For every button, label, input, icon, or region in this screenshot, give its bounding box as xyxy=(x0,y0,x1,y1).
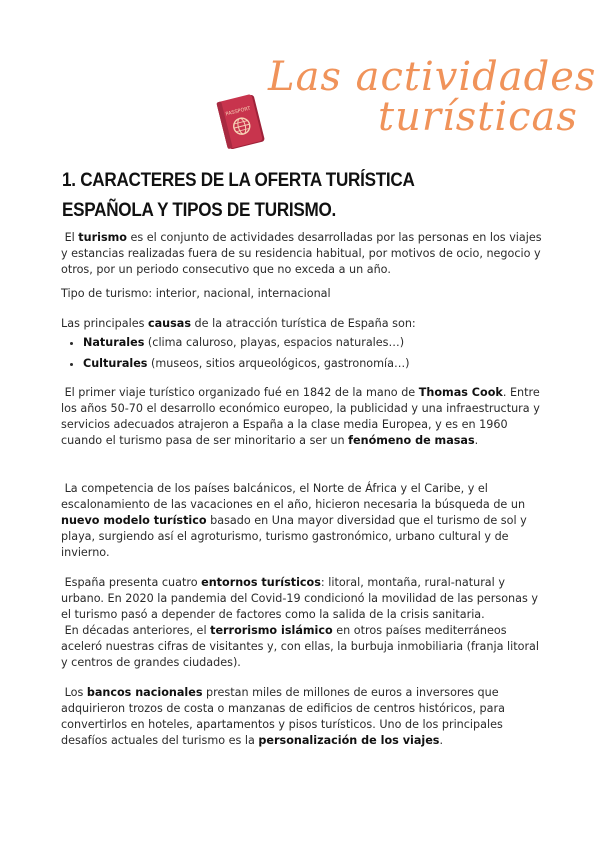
paragraph-entornos: España presenta cuatro entornos turísticos: litoral, montaña, rural-natural y urbano. En 2020 la pandemia del Covid-19 condicionó la movilidad de las personas y el turismo pasó a depender de factores como la salida de la crisis sanitaria. xyxy=(61,576,538,621)
paragraph-terrorismo: En décadas anteriores, el terrorismo islámico en otros países mediterráneos aceleró nuestras cifras de visitantes y, con ellas, la burbuja inmobiliaria (franja litoral y centros de grandes ciudades). xyxy=(61,624,540,669)
list-item: • Naturales (clima caluroso, playas, espacios naturales…) xyxy=(83,335,546,351)
list-item: • Culturales (museos, sitios arqueológicos, gastronomía…) xyxy=(83,356,546,372)
passport-icon xyxy=(214,92,270,154)
paragraph-turismo: El turismo es el conjunto de actividades desarrolladas por las personas en los viajes y estancias realizadas fuera de su residencia habitual, por motivos de ocio, negocio y otros, por un periodo consecutivo que no exceda a un año. xyxy=(61,231,542,276)
paragraph-causas: Las principales causas de la atracción turística de España son: xyxy=(61,317,416,330)
title-line-2: turísticas xyxy=(378,94,578,140)
paragraph-bancos: Los bancos nacionales prestan miles de millones de euros a inversores que adquirieron trozos de costa o manzanas de edificios de centros históricos, para convertirlos en hoteles, apartamentos y pisos turísticos. Uno de los principales desafíos actuales del turismo es la personalización de los viajes. xyxy=(61,686,505,747)
paragraph-competencia: La competencia de los países balcánicos, el Norte de África y el Caribe, y el escalonamiento de las vacaciones en el año, hicieron necesaria la búsqueda de un nuevo modelo turístico basado en Una mayor diversidad que el turismo de sol y playa, surgiendo así el agroturismo, turismo gastronómico, urbano cultural y de invierno. xyxy=(61,482,527,559)
paragraph-tipo-turismo: Tipo de turismo: interior, nacional, internacional xyxy=(61,287,331,300)
title-line-1: Las actividades xyxy=(268,54,597,100)
term-causas: causas xyxy=(147,317,191,330)
causes-list xyxy=(61,335,546,372)
term-turismo: turismo xyxy=(78,231,127,244)
passport-label: PASSPORT xyxy=(224,105,252,118)
document-body xyxy=(61,230,546,749)
section-heading: 1. CARACTERES DE LA OFERTA TURÍSTICA ESPAÑOLA Y TIPOS DE TURISMO. xyxy=(62,170,414,221)
paragraph-historia: El primer viaje turístico organizado fué en 1842 de la mano de Thomas Cook. Entre los años 50-70 el desarrollo económico europeo, la publicidad y una infraestructura y servicios adecuados atrajeron a España a la clase media Europea, y es en 1960 cuando el turismo pasa de ser minoritario a ser un fenómeno de masas. xyxy=(61,386,540,447)
page-title xyxy=(268,54,597,150)
